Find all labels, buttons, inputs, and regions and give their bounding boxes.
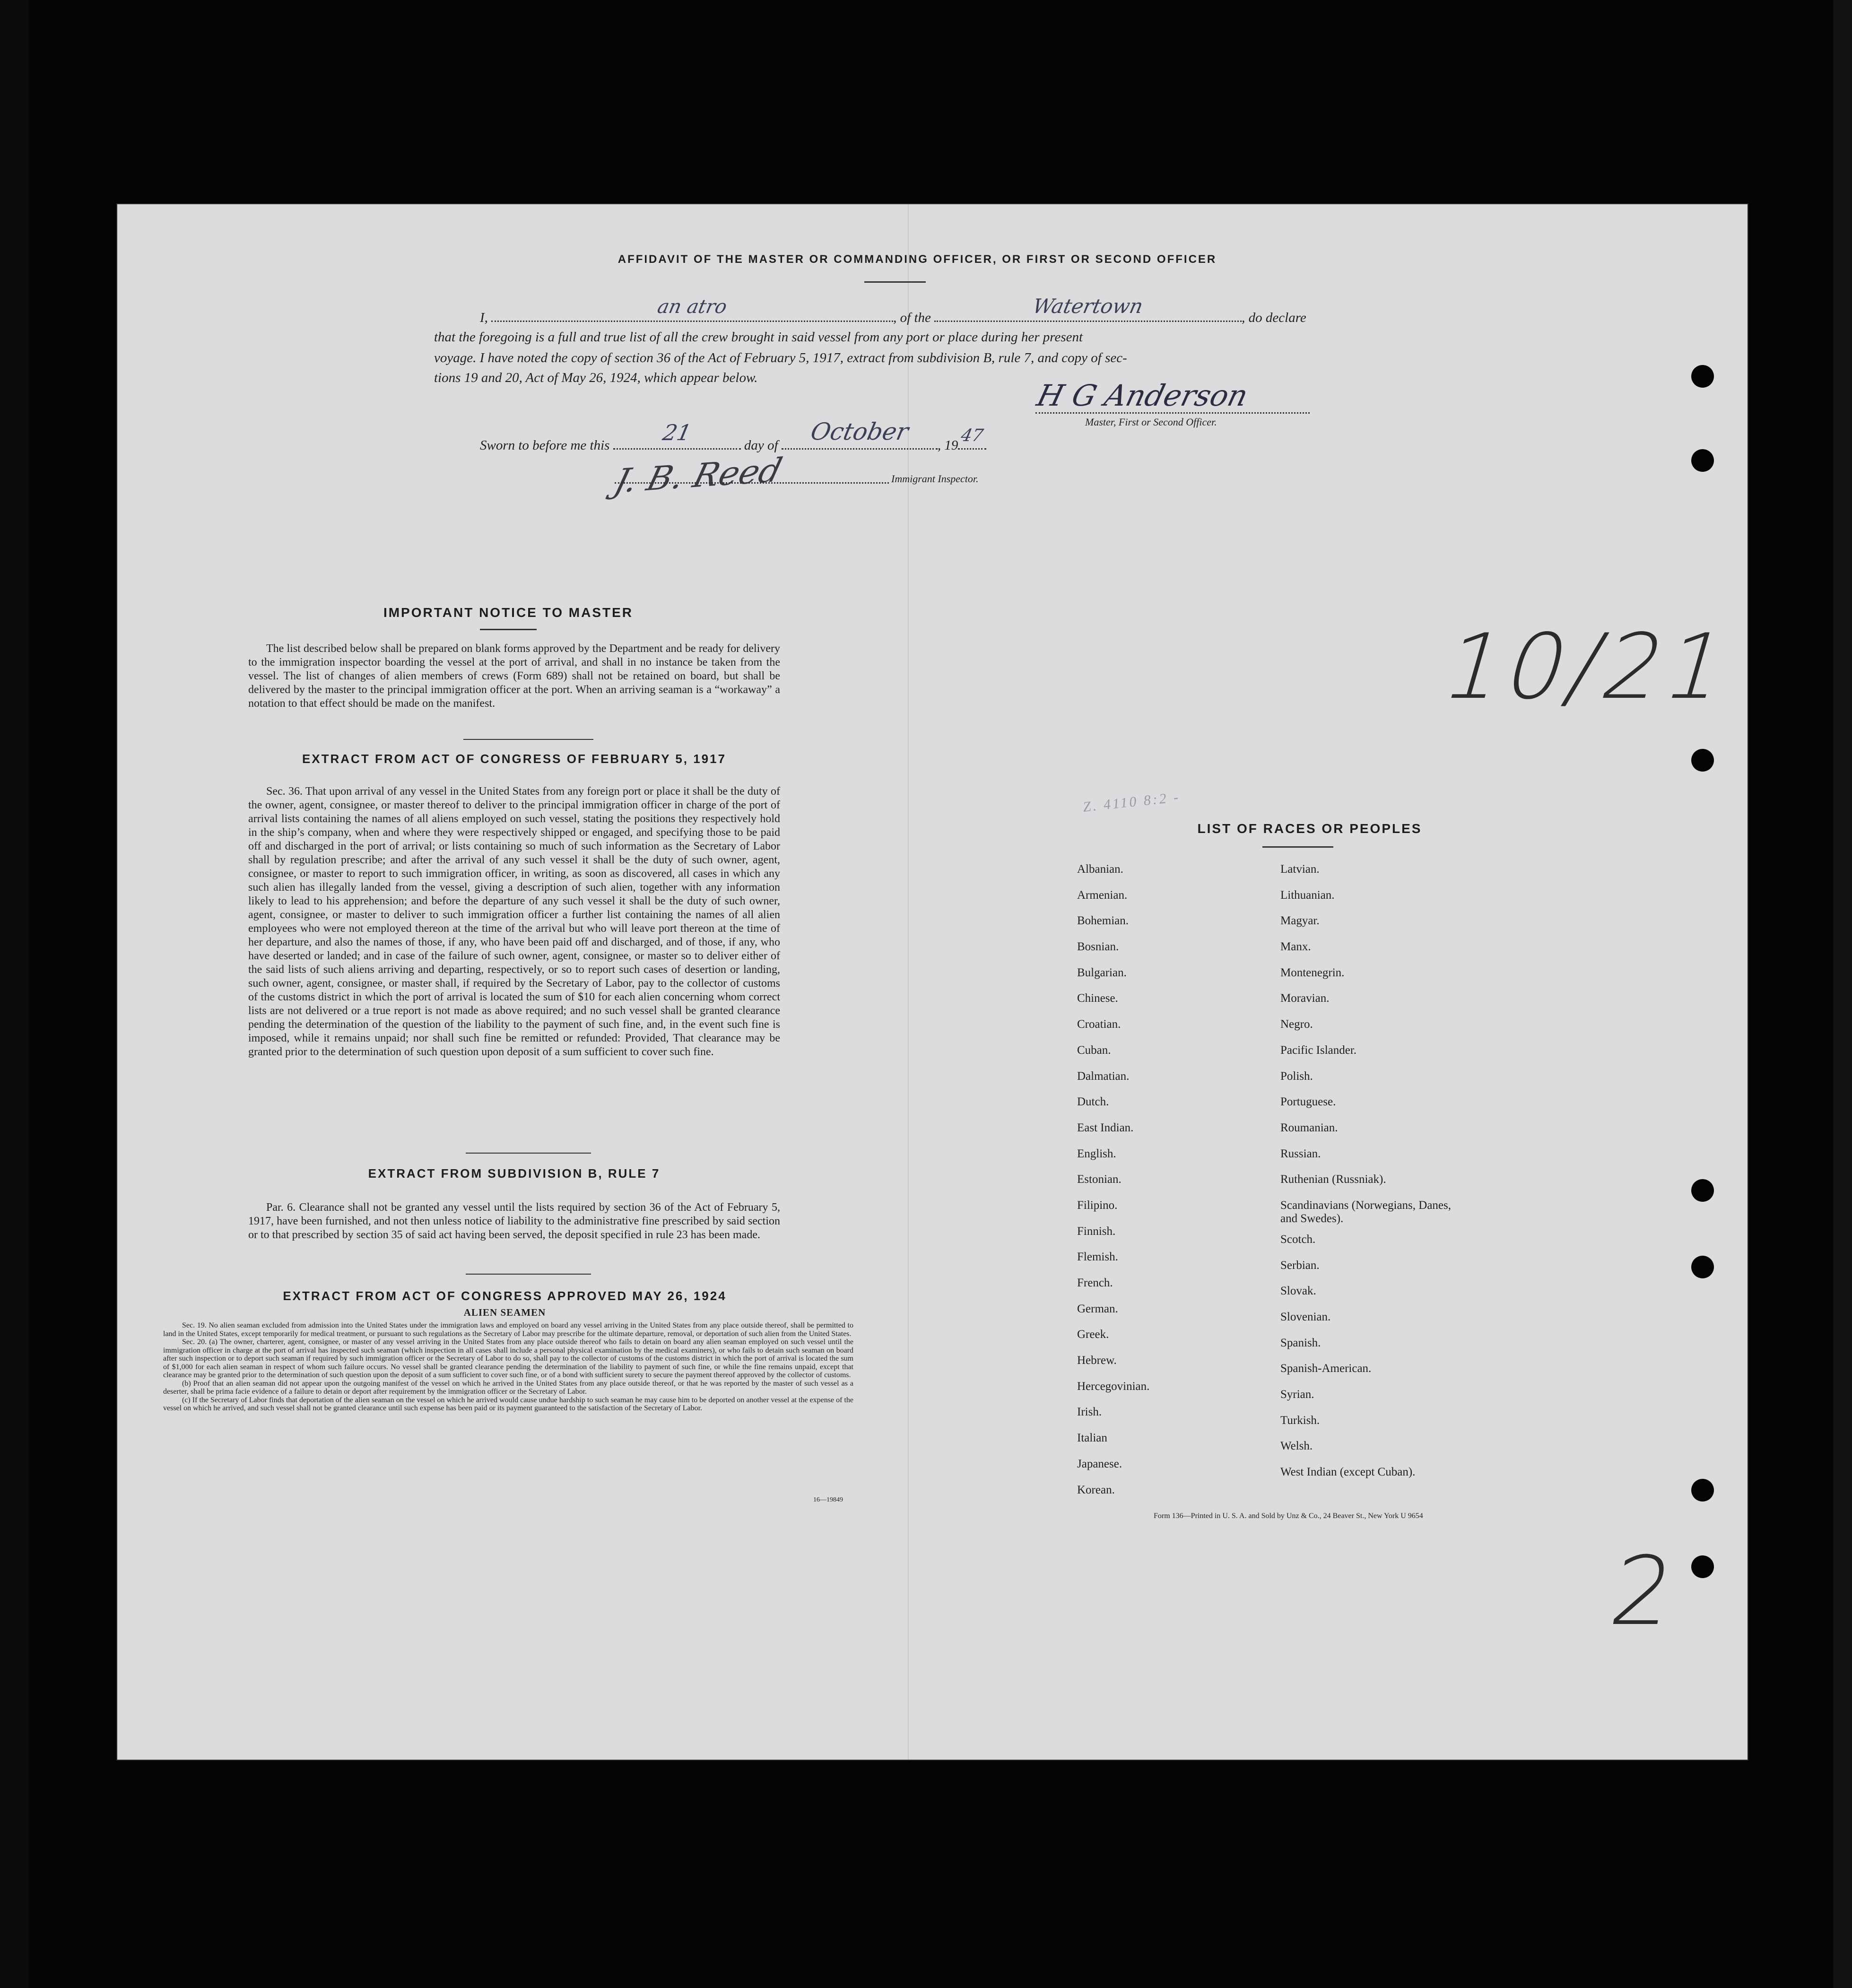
race-item: Chinese. [1077,992,1118,1005]
punch-hole [1691,1479,1714,1502]
races-list [1077,863,1503,1506]
vessel-handwriting: Watertown [1031,295,1146,318]
inspector-signature: J. B. Reed [610,451,786,501]
race-item: Flemish. [1077,1250,1118,1264]
form-footer: Form 136—Printed in U. S. A. and Sold by Unz & Co., 24 Beaver St., New York U 9654 [1154,1512,1423,1520]
race-item: Pacific Islander. [1280,1043,1357,1057]
extract-1917-heading: EXTRACT FROM ACT OF CONGRESS OF FEBRUARY 5, 1917 [302,752,727,766]
affidavit-body-line-3: tions 19 and 20, Act of May 26, 1924, which appear below. [434,370,758,385]
race-item: Bosnian. [1077,940,1119,954]
inspector-caption: Immigrant Inspector. [891,473,979,485]
race-item: Finnish. [1077,1224,1116,1238]
sec-20b-text: (b) Proof that an alien seaman did not appear upon the outgoing manifest of the vessel on which he arrived in the United States from any place outside thereof, or that he was reported by the master of such vessel as a deserter, shall be prima facie evidence of a failure to detain or deport after requirement by the immigration officer or the Secretary of Labor. [163,1379,853,1396]
race-item: Turkish. [1280,1414,1320,1427]
affidavit-title-rule [864,281,926,283]
scan-border-right [1833,0,1852,1988]
month-handwriting: October [808,418,911,445]
race-item: Roumanian. [1280,1121,1338,1134]
race-item: Lithuanian. [1280,888,1335,902]
punch-hole [1691,1256,1714,1278]
i-label: I, [480,310,488,325]
punch-hole [1691,1555,1714,1578]
race-item: Magyar. [1280,914,1320,928]
extract-1924-subheading: ALIEN SEAMEN [463,1307,546,1318]
name-handwriting: an atro [655,296,729,318]
race-item: Portuguese. [1280,1095,1336,1109]
race-item: Cuban. [1077,1043,1111,1057]
race-item: Bohemian. [1077,914,1129,928]
extract-1924-text [163,1321,853,1413]
race-item: West Indian (except Cuban). [1280,1466,1416,1479]
affidavit-body-line-2: voyage. I have noted the copy of section 36 of the Act of February 5, 1917, extract from subdivision B, rule 7, and copy of sec- [434,350,1127,365]
extract-1917-text: Sec. 36. That upon arrival of any vessel in the United States from any foreign port or place it shall be the duty of the owner, agent, consignee, or master thereof to deliver to the principal immigration officer in charge of the port of arrival lists containing the names of all aliens employed on such vessel, stating the positions they respectively hold in the ship’s company, when and where they were respectively shipped or engaged, and specifying those to be paid off and discharged in the port of arrival; or lists containing so much of such information as the Secretary of Labor shall by regulation prescribe; and after the arrival of any such vessel it shall be the duty of such owner, agent, consignee, or master to report to such immigration officer, in writing, as soon as discovered, all cases in which any such alien has illegally landed from the vessel, giving a description of such alien, together with any information likely to lead to his apprehension; and before the departure of any such vessel it shall be the duty of such owner, agent, consignee, or master to deliver to such immigration officer a further list containing the names of all alien employees who were not employed thereon at the time of the arrival but who will leave port thereon at the time of her departure, and also the names of those, if any, who have been paid off and discharged, and of those, if any, who have deserted or landed; and in case of the failure of such owner, agent, consignee, or master so to deliver either of the said lists of such aliens arriving and departing, respectively, or so to report such cases of desertion or landing, such owner, agent, consignee, or master shall, if required by the Secretary of Labor, pay to the collector of customs of the customs district in which the port of arrival is located the sum of $10 for each alien concerning whom correct lists are not delivered or a true report is not made as above required; and no such vessel shall be granted clearance pending the determination of the question of the liability to the payment of such fine, and, in the event such fine is imposed, while it remains unpaid; nor shall such fine be remitted or refunded: Provided, That clearance may be granted prior to the determination of such question upon deposit of a sum sufficient to cover such fine. [248,785,780,1058]
race-item: Estonian. [1077,1173,1122,1186]
race-item: Dutch. [1077,1095,1109,1109]
race-item: Slovak. [1280,1285,1316,1298]
day-field[interactable] [613,420,741,450]
race-item: Irish. [1077,1406,1102,1419]
race-item: Croatian. [1077,1018,1121,1031]
race-item: Hercegovinian. [1077,1380,1150,1393]
vessel-field[interactable] [934,295,1242,322]
sworn-line [480,418,986,453]
day-handwriting: 21 [660,420,694,445]
inspector-signature-line [615,482,889,484]
month-field[interactable] [782,418,938,450]
race-item: Negro. [1280,1018,1313,1031]
race-item: Montenegrin. [1280,966,1345,979]
race-item: French. [1077,1276,1113,1289]
form-code: 16—19849 [813,1496,843,1503]
race-item: Italian [1077,1432,1107,1445]
handwritten-date-note: 10/21 [1432,615,1745,719]
race-item: German. [1077,1302,1118,1315]
race-item: Dalmatian. [1077,1069,1130,1083]
race-item: Slovenian. [1280,1311,1331,1323]
affidavit-body-line-1: that the foregoing is a full and true list of all the crew brought in said vessel from any port or place during her present [434,330,1083,345]
race-item: Serbian. [1280,1259,1320,1272]
race-item: Hebrew. [1077,1354,1117,1367]
punch-hole [1691,749,1714,772]
race-item: Polish. [1280,1069,1313,1083]
race-item: Scandinavians (Norwegians, Danes, and Swedes). [1280,1198,1452,1225]
races-left-column [1077,863,1149,1509]
year-handwriting: 47 [959,426,985,445]
scan-border-left [0,0,28,1988]
race-item: English. [1077,1147,1116,1160]
race-item: East Indian. [1077,1121,1134,1134]
race-item: Filipino. [1077,1198,1118,1212]
name-field[interactable] [491,296,893,322]
sec-20c-text: (c) If the Secretary of Labor finds that deportation of the alien seaman on the vessel on which he arrived would cause undue hardship to such seaman he may cause him to be deported on another vessel at the expense of the vessel on which he arrived, and such vessel shall not be granted clearance until such expense has been paid or its payment guaranteed to the satisfaction of the Secretary of Labor. [163,1396,853,1412]
race-item: Moravian. [1280,992,1330,1005]
faint-stamp-mark: Z. 4110 8:2 - [1082,789,1181,815]
do-declare-label: , do declare [1242,310,1306,325]
extract-rule7-text: Par. 6. Clearance shall not be granted any vessel until the lists required by section 36 of the Act of February 5, 1917, have been furnished, and not then unless notice of liability to the administrative fine prescribed by said section or to that prescribed by section 35 of said act having been served, the deposit specified in rule 23 has been made. [248,1201,780,1241]
master-caption: Master, First or Second Officer. [1085,416,1217,428]
sworn-label: Sworn to before me this [480,438,610,453]
race-item: Spanish-American. [1280,1362,1372,1375]
day-of-label: day of [744,438,778,453]
extract-rule7-heading: EXTRACT FROM SUBDIVISION B, RULE 7 [368,1166,661,1181]
sec-20a-text: Sec. 20. (a) The owner, charterer, agent, consignee, or master of any vessel arriving in the United States from any place outside thereof who fails to detain on board any alien seaman employed on such vessel until the immigration officer in charge at the port of arrival has inspected such seaman (which inspection in all cases shall include a personal physical examination by the medical examiners), or who fails to detain such seaman on board after such inspection or to deport such seaman if required by such immigration officer or the Secretary of Labor to do so, shall pay to the collector of customs of the customs district in which the port of arrival is located the sum of $1,000 for each alien seaman in respect of whom such failure occurs. No vessel shall be granted clearance pending the determination of the liability to payment of such fine, or while the fine remains unpaid, except that clearance may be granted prior to the determination of such question upon the deposit of a sum sufficient to cover such fine, or of a bond with sufficient surety to secure the payment thereof approved by the collector of customs. [163,1338,853,1379]
race-item: Spanish. [1280,1336,1321,1349]
year-field[interactable] [958,426,986,450]
punch-hole [1691,365,1714,388]
race-item: Syrian. [1280,1388,1314,1401]
race-item: Greek. [1077,1328,1109,1341]
race-item: Ruthenian (Russniak). [1280,1173,1386,1186]
year-prefix-label: , 19 [937,438,958,453]
of-the-label: , of the [893,310,931,325]
race-item: Albanian. [1077,863,1123,876]
notice-divider [463,739,593,740]
race-item: Bulgarian. [1077,966,1127,979]
sec-19-text: Sec. 19. No alien seaman excluded from admission into the United States under the immigration laws and employed on board any vessel arriving in the United States from any place outside thereof, shall be permitted to land in the United States, except temporarily for medical treatment, or pursuant to such regulations as the Secretary of Labor may prescribe for the ultimate departure, removal, or deportation of such alien from the United States. [163,1321,853,1338]
punch-hole [1691,1179,1714,1202]
master-signature-line [1035,412,1310,414]
race-item: Korean. [1077,1483,1115,1496]
extract-1917-divider [466,1153,591,1154]
affidavit-declaration-line [480,295,1306,326]
notice-heading: IMPORTANT NOTICE TO MASTER [383,605,634,620]
race-item: Manx. [1280,940,1311,954]
affidavit-title: AFFIDAVIT OF THE MASTER OR COMMANDING OFFICER, OR FIRST OR SECOND OFFICER [617,253,1217,266]
races-heading-rule [1262,846,1333,848]
race-item: Russian. [1280,1147,1321,1160]
extract-1924-heading: EXTRACT FROM ACT OF CONGRESS APPROVED MAY 26, 1924 [283,1289,727,1303]
race-item: Scotch. [1280,1233,1316,1246]
extract-rule7-divider [466,1274,591,1275]
punch-hole [1691,449,1714,472]
race-item: Welsh. [1280,1440,1313,1453]
notice-heading-rule [480,629,537,630]
race-item: Armenian. [1077,888,1128,902]
race-item: Japanese. [1077,1457,1122,1470]
master-signature: H G Anderson [1033,378,1252,413]
races-heading: LIST OF RACES OR PEOPLES [1197,821,1422,836]
notice-text: The list described below shall be prepared on blank forms approved by the Department and be ready for delivery to the immigration inspector boarding the vessel at the port of arrival, and shall in no instance be taken from the vessel. The list of changes of alien members of crews (Form 689) shall not be retained on board, but shall be delivered by the master to the principal immigration officer at the port. When an arriving seaman is a “workaway” a notation to that effect should be made on the manifest. [248,642,780,710]
races-right-column [1280,863,1469,1492]
race-item: Latvian. [1280,863,1320,876]
handwritten-corner-mark: 2 [1602,1537,1682,1647]
